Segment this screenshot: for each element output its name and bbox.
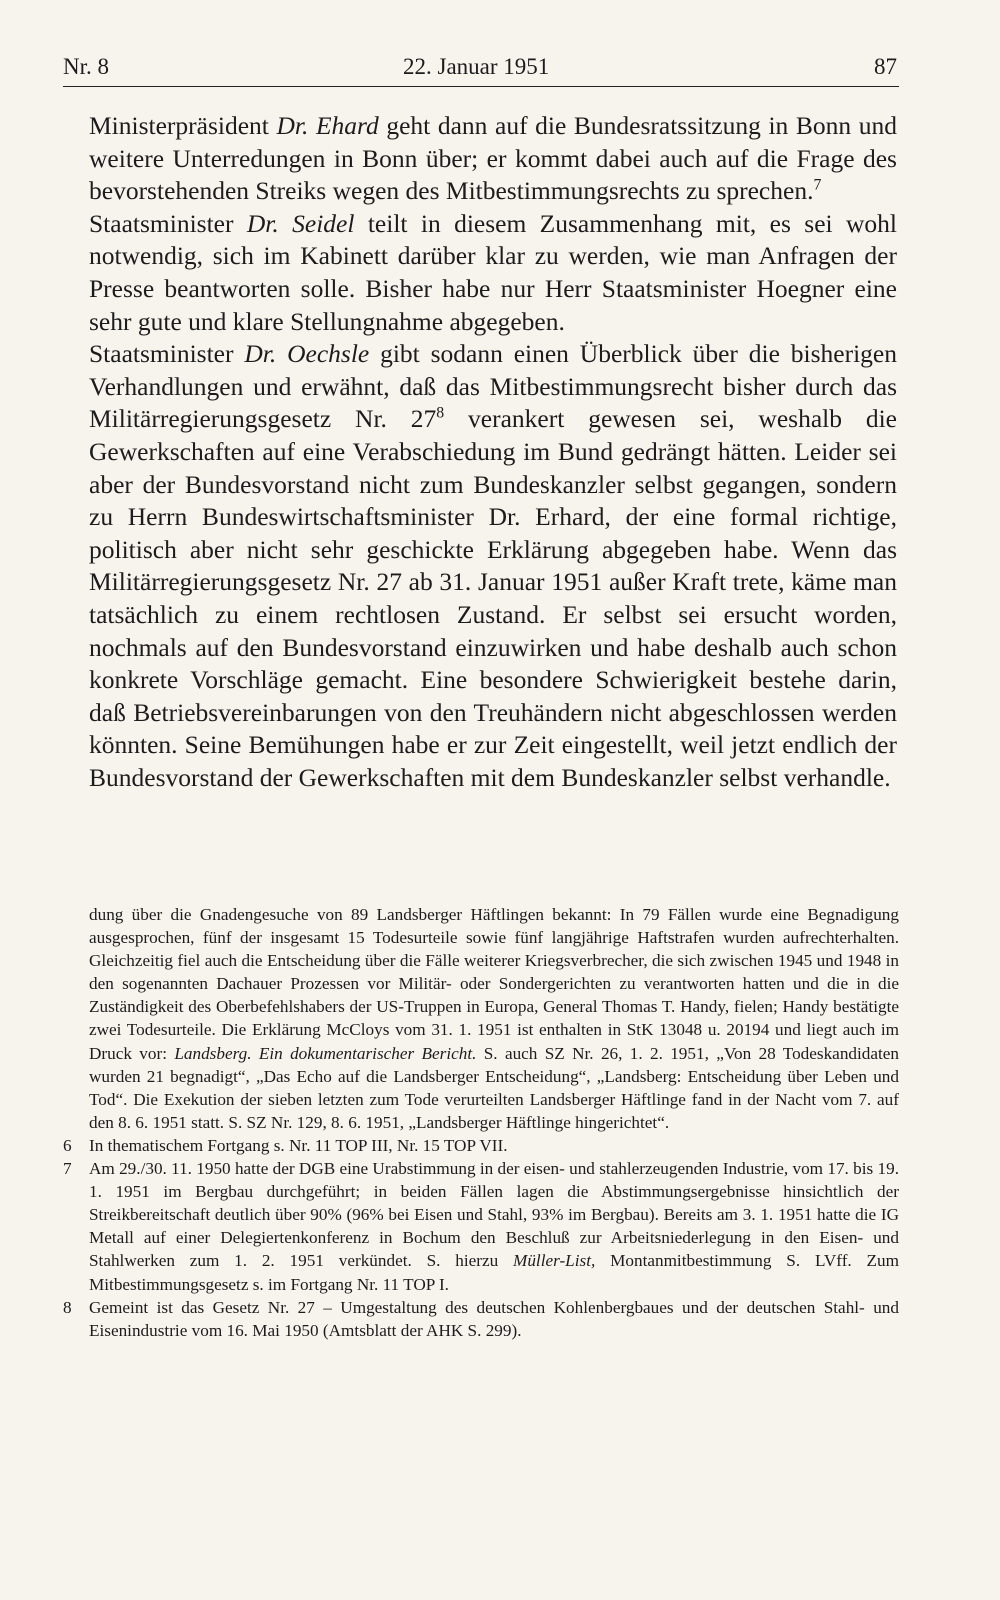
footnote-text: S. auch SZ Nr. 26, 1. 2. 1951, „Von 28 Todeskandidaten wurden 21 begnadigt“, „Das Echo auf die Landsberger Entscheidung“, „Landsberg: Entscheidung über Leben und Tod“. Die Exekution der sieben letzten zum Tode verurteilten Landsberger Häftlinge fand in der Nacht vom 7. auf den 8. 6. 1951 statt. S. SZ Nr. 129, 8. 6. 1951, „Landsberger Häftlinge hingerichtet“.	[89, 1043, 899, 1132]
paragraph-ehard	[89, 110, 897, 208]
issue-number: Nr. 8	[63, 54, 109, 79]
header-date: 22. Januar 1951	[403, 54, 550, 79]
running-header	[63, 46, 899, 87]
paragraph-text: Staatsminister	[89, 339, 245, 369]
book-title: Landsberg. Ein dokumentarischer Bericht.	[174, 1043, 477, 1063]
footnote-number: 6	[63, 1135, 72, 1155]
paragraph-text: Staatsminister	[89, 208, 247, 238]
footnote-text	[89, 1157, 899, 1296]
footnote-text-part: Am 29./30. 11. 1950 hatte der DGB eine Urabstimmung in der eisen- und stahlerzeugenden Industrie, vom 17. bis 19. 1. 1951 im Bergbau durchgeführt; in beiden Fällen lagen die Abstimmungsergebnisse hinsichtlich der Streikbereitschaft deutlich über 90% (96% bei Eisen und Stahl, 93% im Bergbau). Bereits am 3. 1. 1951 hatte die IG Metall auf einer Delegiertenkonferenz in Bochum den Beschluß zur Arbeitsniederlegung in den Eisen- und Stahlwerken zum 1. 2. 1951 verkündet. S. hierzu	[89, 1159, 899, 1271]
paragraph-text: geht dann auf die Bundesratssitzung in Bonn und weitere Unterredungen in Bonn über; er kommt dabei auch auf die Frage des bevorstehenden Streiks wegen des Mitbestimmungsrechts zu sprechen.	[89, 111, 897, 206]
paragraph-seidel	[89, 208, 897, 338]
footnote-8	[63, 1296, 899, 1342]
footnote-continuation	[63, 903, 899, 1134]
paragraph-text: gibt sodann einen Überblick über die bisherigen Verhandlungen und erwähnt, daß das Mitbestimmungsrecht bisher durch das Militärregierungsgesetz Nr. 27	[89, 339, 898, 434]
footnote-7	[63, 1157, 899, 1296]
speaker-name: Dr. Oechsle	[244, 339, 370, 369]
speaker-name: Dr. Seidel	[246, 208, 355, 238]
speaker-name: Dr. Ehard	[276, 111, 379, 140]
footnote-text: Gemeint ist das Gesetz Nr. 27 – Umgestaltung des deutschen Kohlenbergbaues und der deutschen Stahl- und Eisenindustrie vom 16. Mai 1950 (Amtsblatt der AHK S. 299).	[89, 1297, 899, 1340]
footnotes	[63, 903, 899, 1342]
footnote-text-part: Montanmitbestimmung S. LVff. Zum Mitbestimmungsgesetz s. im Fortgang Nr. 11 TOP I.	[89, 1251, 899, 1294]
footnote-6	[63, 1134, 899, 1157]
paragraph-text: verankert gewesen sei, weshalb die Gewerkschaften auf eine Verabschiedung im Bund gedrängt hätten. Leider sei aber der Bundesvorstand nicht zum Bundeskanzler selbst gegangen, sondern zu Herrn Bundeswirtschaftsminister Dr. Erhard, der eine formal richtige, politisch aber nicht sehr geschickte Erklärung abgegeben habe. Wenn das Militärregierungsgesetz Nr. 27 ab 31. Januar 1951 außer Kraft trete, käme man tatsächlich zu einem rechtlosen Zustand. Er selbst sei ersucht worden, nochmals auf den Bundesvorstand einzuwirken und habe deshalb auch schon konkrete Vorschläge gemacht. Eine besondere Schwierigkeit bestehe darin, daß Betriebsvereinbarungen von den Treuhändern nicht abgeschlossen werden könnten. Seine Bemühungen habe er zur Zeit eingestellt, weil jetzt endlich der Bundesvorstand der Gewerkschaften mit dem Bundeskanzler selbst verhandle.	[89, 404, 897, 792]
footnote-ref: 7	[813, 176, 822, 194]
footnote-number: 7	[63, 1159, 72, 1179]
main-text	[89, 110, 897, 794]
page-number: 87	[874, 54, 897, 79]
author-name: Müller-List,	[513, 1251, 596, 1271]
paragraph-text: Ministerpräsident	[89, 111, 277, 140]
paragraph-oechsle	[89, 338, 897, 794]
footnote-text: In thematischem Fortgang s. Nr. 11 TOP III, Nr. 15 TOP VII.	[89, 1135, 508, 1155]
paragraph-text: teilt in diesem Zusammenhang mit, es sei wohl notwendig, sich im Kabinett darüber klar zu werden, wie man Anfragen der Presse beantworten solle. Bisher habe nur Herr Staatsminister Hoegner eine sehr gute und klare Stellungnahme abgegeben.	[89, 208, 898, 336]
footnote-ref: 8	[436, 404, 445, 422]
footnote-number: 8	[63, 1297, 72, 1317]
footnote-text: dung über die Gnadengesuche von 89 Landsberger Häftlingen bekannt: In 79 Fällen wurde eine Begnadigung ausgesprochen, fünf der insgesamt 15 Todesurteile sowie fünf langjährige Haftstrafen wurden aufrechterhalten. Gleichzeitig fiel auch die Entscheidung über die Fälle weiterer Kriegsverbrecher, die sich zwischen 1945 und 1948 in den sogenannten Dachauer Prozessen vor Militär- oder Sondergerichten zu verantworten hatten und die in die Zuständigkeit des Oberbefehlshabers der US-Truppen in Europa, General Thomas T. Handy, fielen; Handy bestätigte zwei Todesurteile. Die Erklärung McCloys vom 31. 1. 1951 ist enthalten in StK 13048 u. 20194 und liegt auch im Druck vor:	[89, 905, 899, 1063]
